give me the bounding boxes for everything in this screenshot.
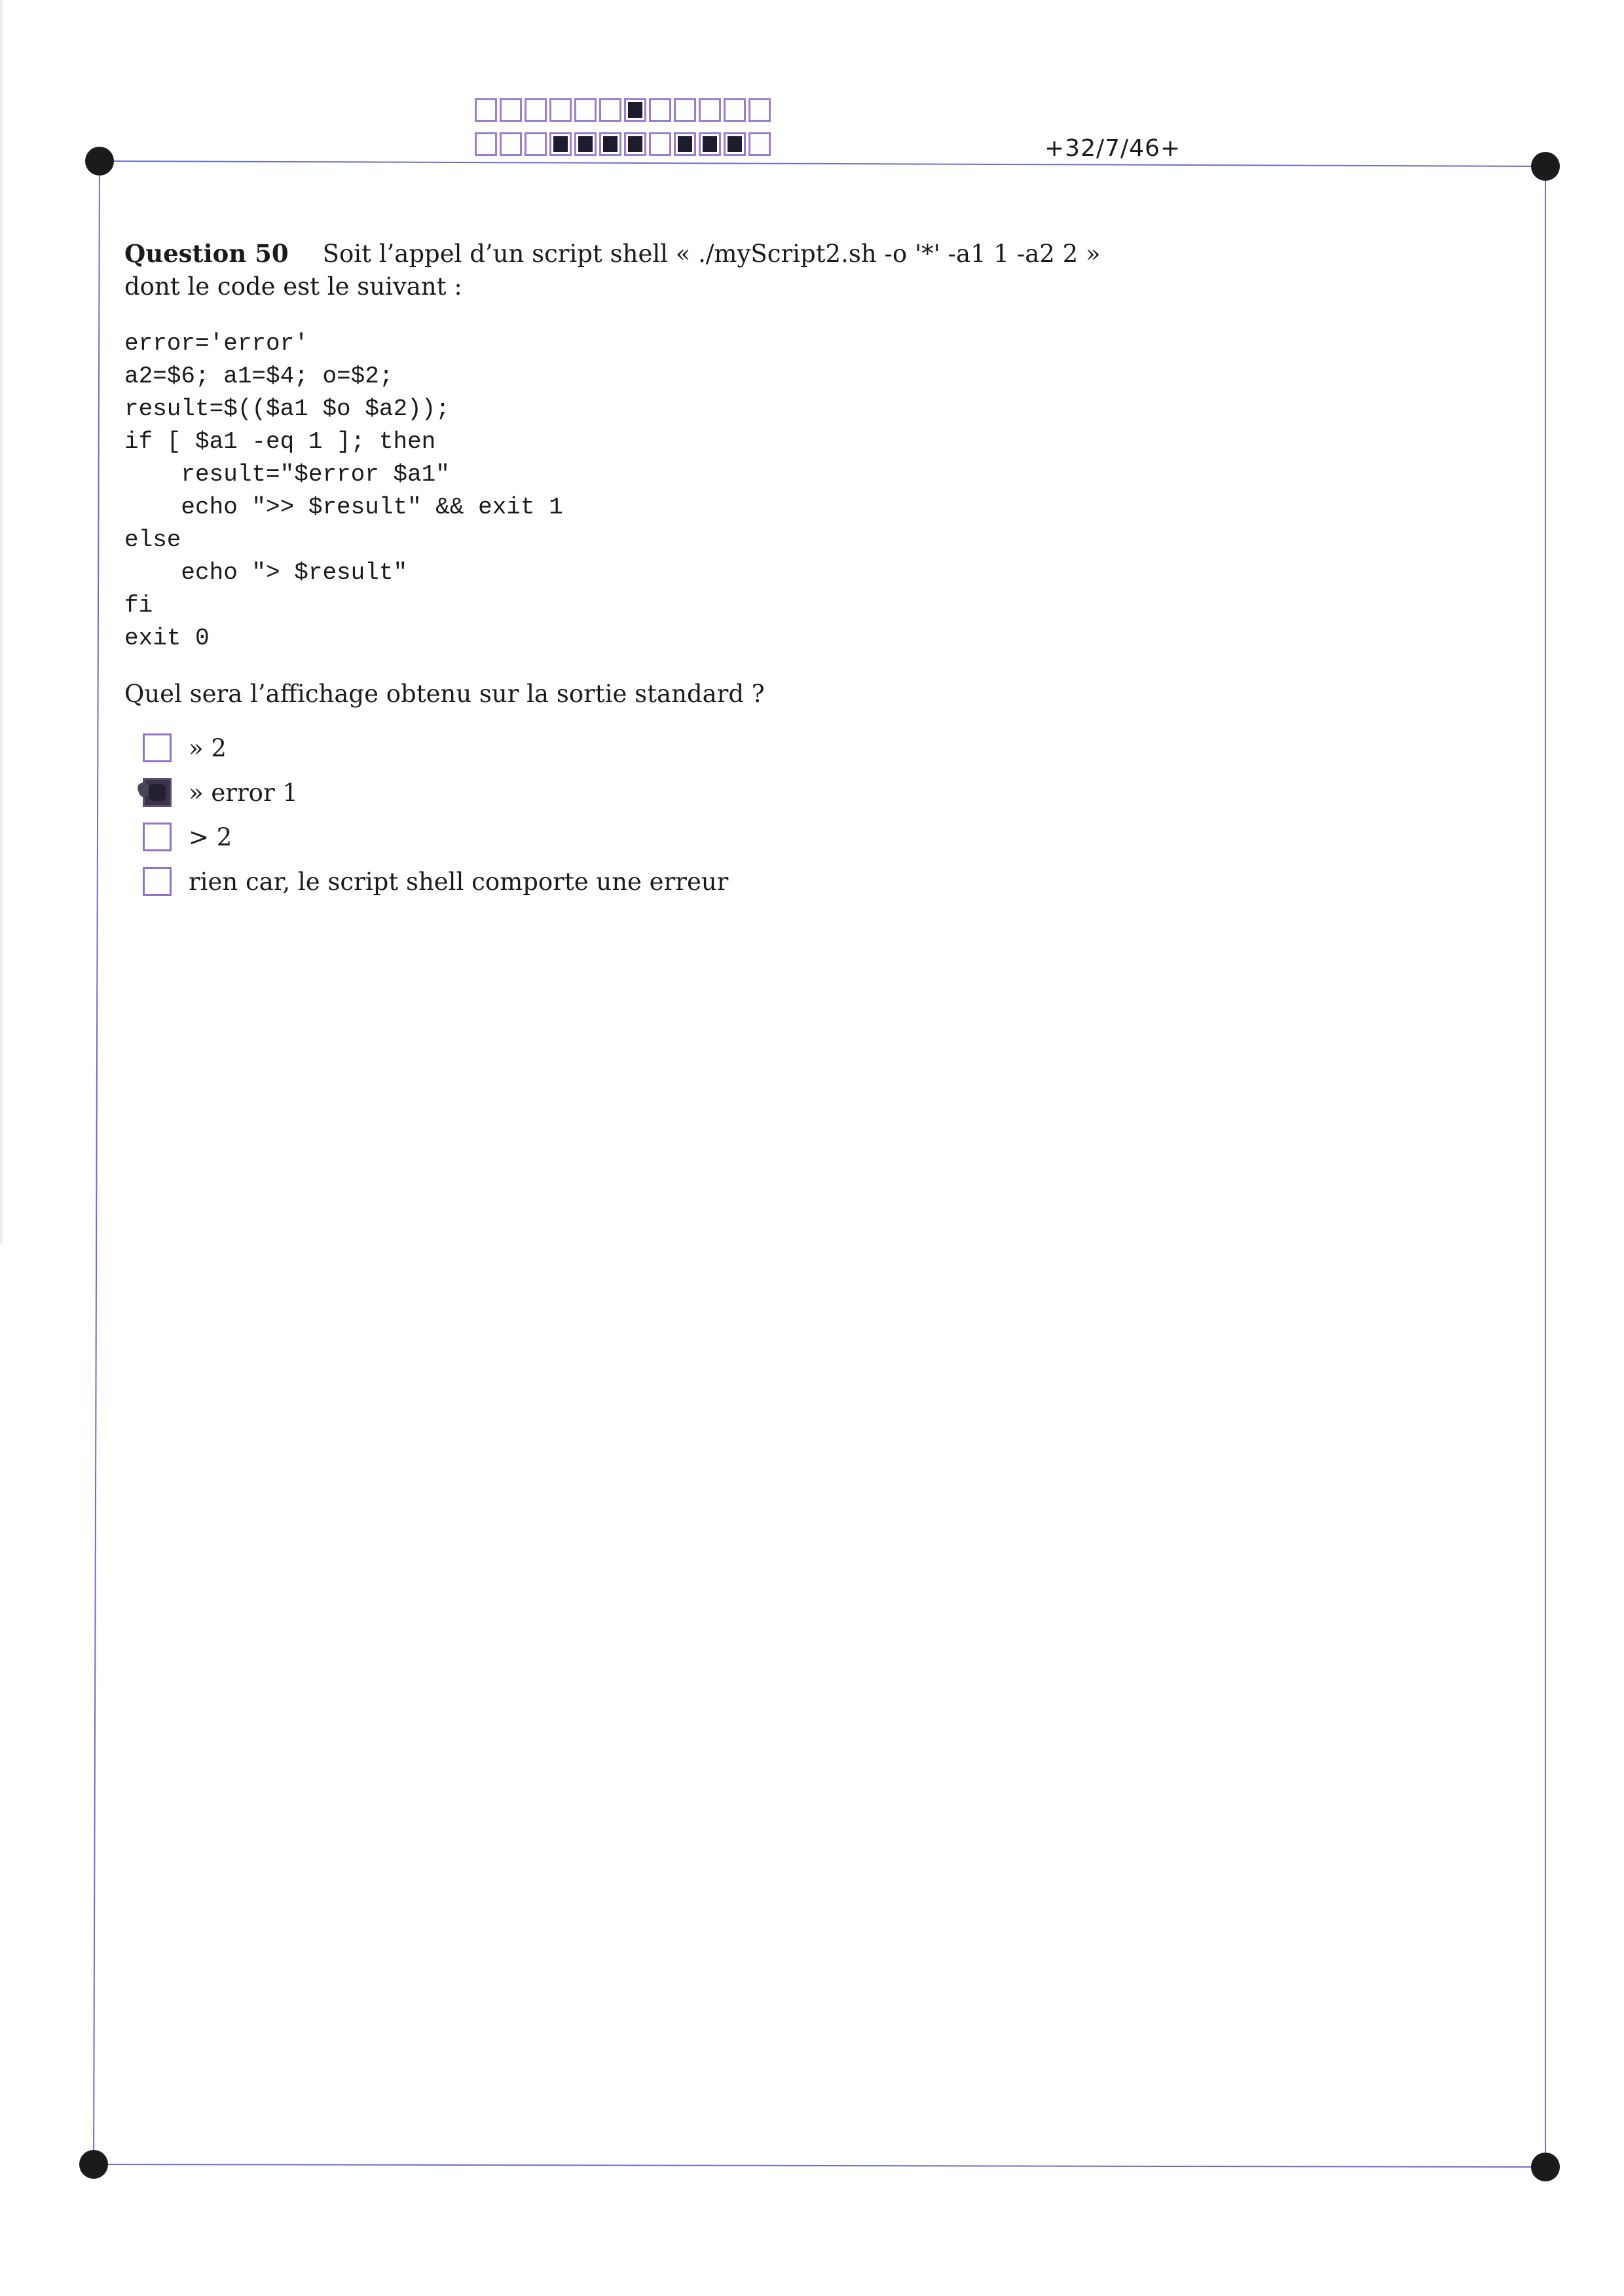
answer-checkbox-1[interactable] (143, 733, 172, 762)
code-box (525, 132, 547, 156)
answer-label: » error 1 (189, 778, 298, 807)
answer-checkbox-2[interactable] (143, 778, 172, 807)
answer-checkbox-3[interactable] (143, 823, 172, 851)
code-box (624, 98, 646, 122)
code-box (748, 98, 771, 122)
code-box (724, 132, 746, 156)
code-box (475, 132, 497, 156)
registration-mark-top-left (85, 147, 114, 176)
code-box (549, 132, 572, 156)
code-box (699, 132, 721, 156)
binary-code-row-2 (475, 132, 771, 156)
code-box (549, 98, 572, 122)
code-box (525, 98, 547, 122)
answer-option-4[interactable] (143, 859, 728, 904)
code-box (599, 98, 621, 122)
answer-option-2[interactable] (143, 770, 728, 815)
code-box (649, 132, 671, 156)
code-box (574, 98, 597, 122)
answer-list (143, 726, 728, 904)
question-text: Soit l’appel d’un script shell « ./myScript2.sh -o '*' -a1 1 -a2 2 » (322, 240, 1101, 268)
answer-option-1[interactable] (143, 726, 728, 770)
code-box (724, 98, 746, 122)
code-box (500, 98, 522, 122)
code-box (699, 98, 721, 122)
answer-label: » 2 (189, 733, 227, 762)
code-box (574, 132, 597, 156)
code-box (674, 98, 696, 122)
code-box (599, 132, 621, 156)
code-box (624, 132, 646, 156)
registration-mark-bottom-left (79, 2150, 108, 2179)
question-label: Question 50 (124, 239, 289, 268)
code-box (649, 98, 671, 122)
code-box (475, 98, 497, 122)
question-line-2: dont le code est le suivant : (124, 272, 462, 301)
question-line-1 (124, 237, 1107, 270)
question-prompt: Quel sera l’affichage obtenu sur la sortie standard ? (124, 680, 765, 708)
code-box (748, 132, 771, 156)
code-box (500, 132, 522, 156)
registration-mark-bottom-right (1531, 2153, 1560, 2181)
answer-option-3[interactable] (143, 815, 728, 859)
script-code-block: error='error' a2=$6; a1=$4; o=$2; result=$(($a1 $o $a2)); if [ $a1 -eq 1 ]; then result="$error $a1" echo ">> $result" && exit 1 else echo "> $result" fi exit 0 (124, 330, 563, 652)
question-statement (124, 237, 1107, 303)
code-box (674, 132, 696, 156)
binary-code-row-1 (475, 98, 771, 122)
answer-checkbox-4[interactable] (143, 867, 172, 896)
answer-label: rien car, le script shell comporte une erreur (189, 867, 729, 896)
answer-label: > 2 (189, 823, 232, 851)
page-identifier: +32/7/46+ (1044, 135, 1181, 162)
registration-mark-top-right (1531, 152, 1560, 181)
